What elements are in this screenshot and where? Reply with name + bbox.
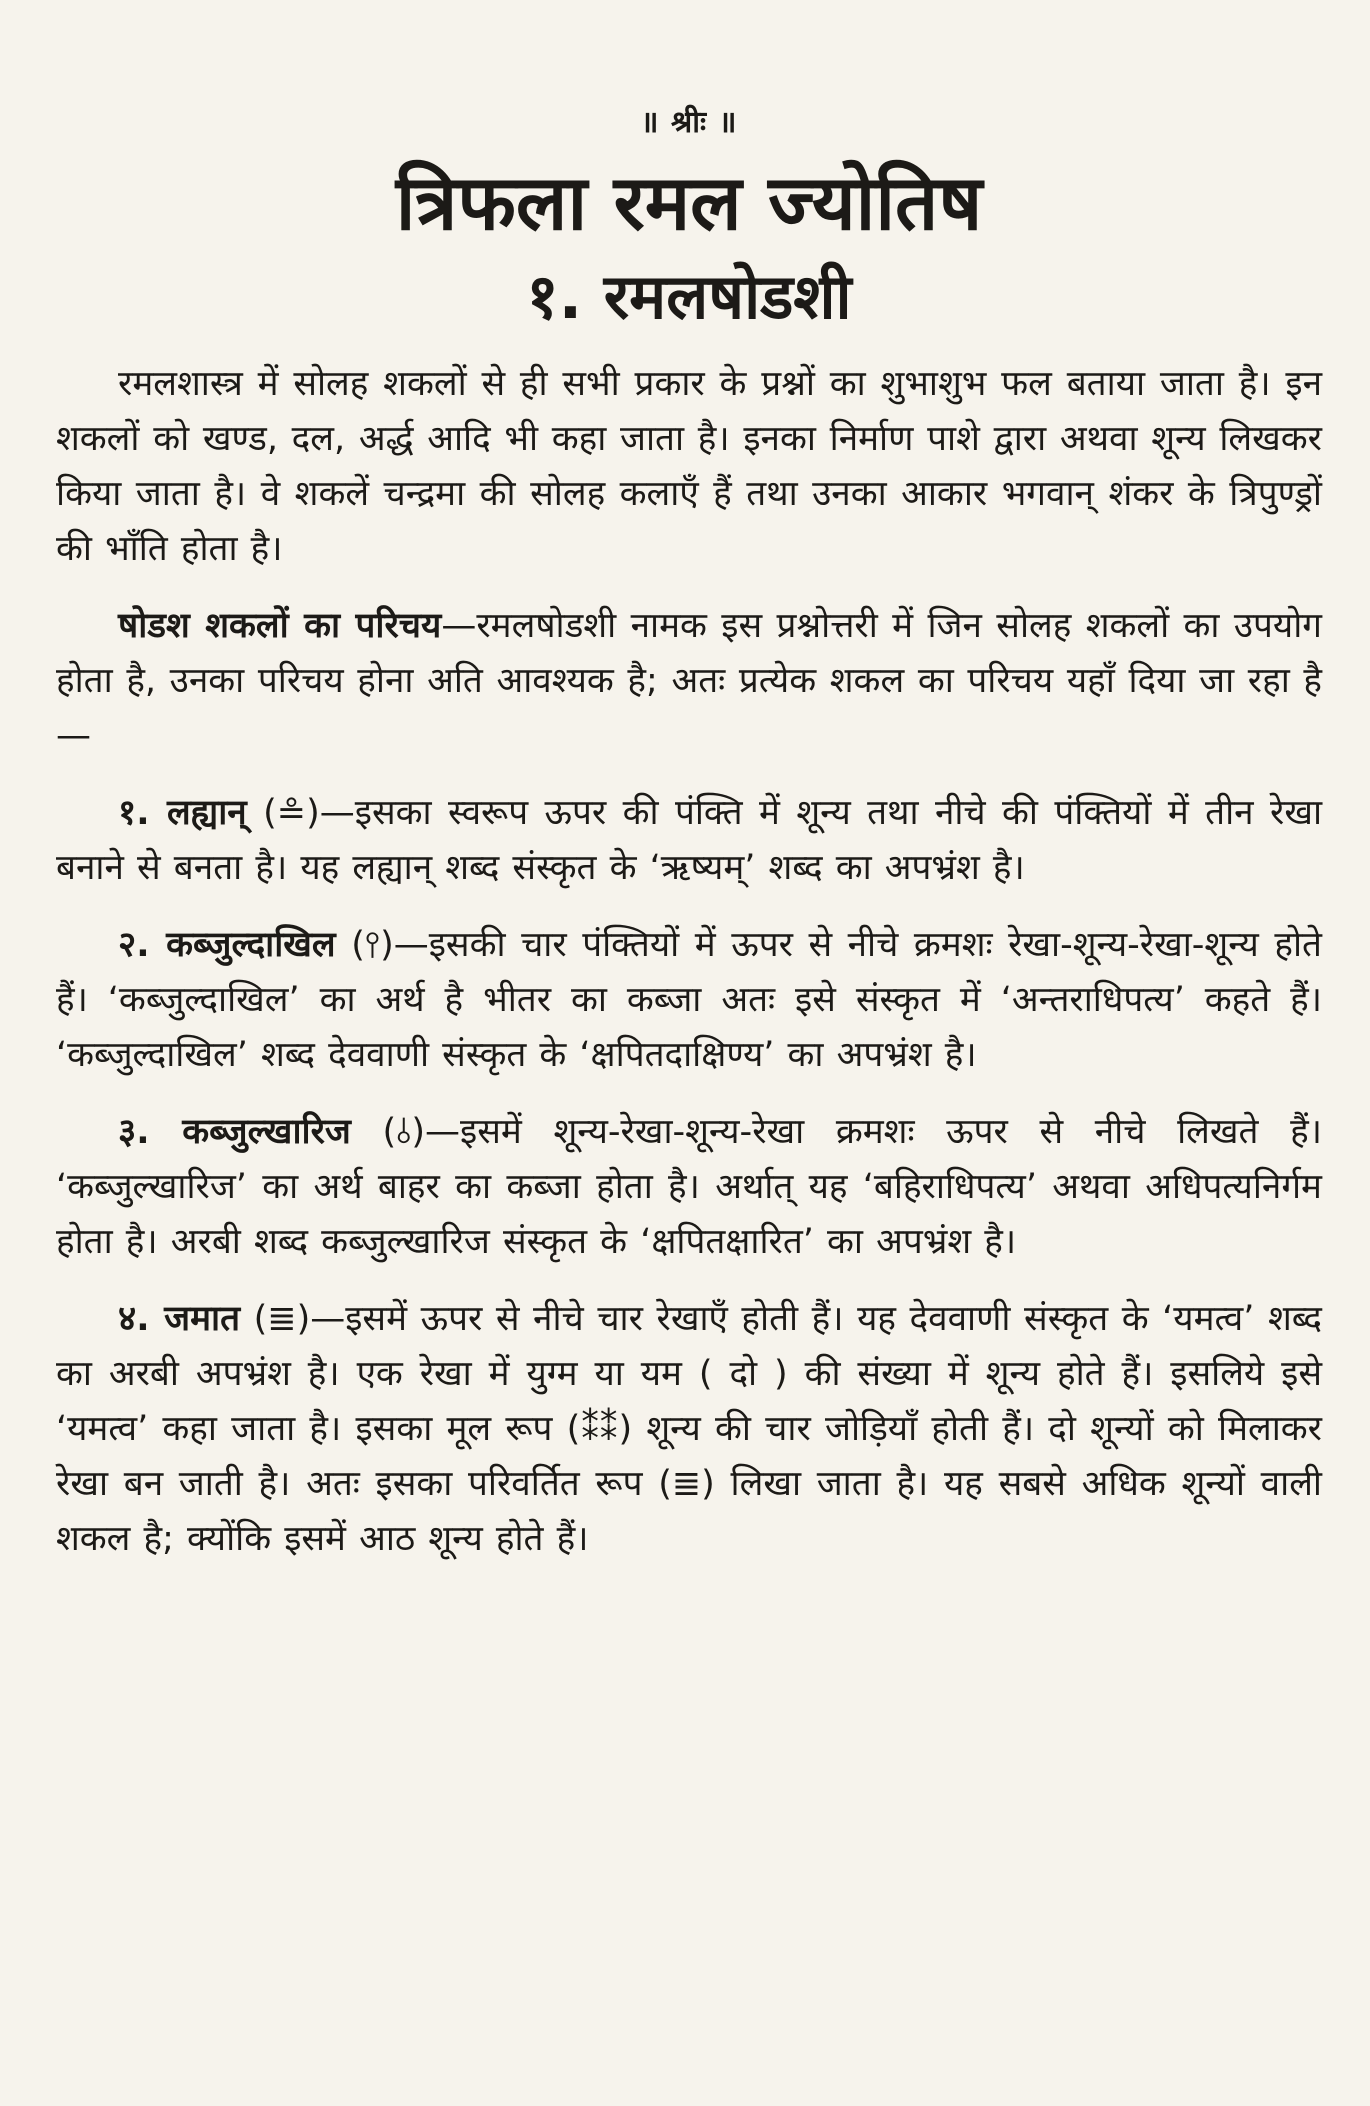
- shakal-symbol: (⫯): [335, 924, 394, 965]
- intro-paragraph: [56, 357, 1322, 577]
- shakal-heading: १. लह्यान्: [118, 792, 247, 833]
- page-title: त्रिफला रमल ज्योतिष: [395, 158, 983, 247]
- shakal-1-paragraph: [56, 786, 1322, 896]
- paragraph-text: —रमलषोडशी नामक इस प्रश्नोत्तरी में जिन सोलह शकलों का उपयोग होता है, उनका परिचय होना अति आवश्यक है; अतः प्रत्येक शकल का परिचय यहाँ दिया जा रहा है—: [56, 605, 1322, 756]
- shakal-symbol: (⫰): [350, 1111, 426, 1152]
- shakal-heading: २. कब्जुल्दाखिल: [118, 924, 336, 965]
- shakal-3-paragraph: [56, 1105, 1322, 1270]
- introduction-of-shakals-paragraph: [56, 599, 1322, 764]
- paragraph-heading: षोडश शकलों का परिचय: [118, 605, 442, 646]
- shakal-heading: ३. कब्जुल्खारिज: [118, 1111, 351, 1152]
- shakal-heading: ४. जमात: [118, 1298, 241, 1339]
- paragraph-text: —इसका स्वरूप ऊपर की पंक्ति में शून्य तथा नीचे की पंक्तियों में तीन रेखा बनाने से बनता है। यह लह्यान् शब्द संस्कृत के ‘ऋष्यम्’ शब्द का अपभ्रंश है।: [56, 792, 1323, 888]
- invocation-line: ॥ श्रीः ॥: [640, 105, 738, 140]
- shakal-symbol: (≗): [246, 792, 320, 833]
- shakal-symbol: (≣): [240, 1298, 311, 1339]
- paragraph-text: —इसमें शून्य-रेखा-शून्य-रेखा क्रमशः ऊपर से नीचे लिखते हैं। ‘कब्जुल्खारिज’ का अर्थ बाहर का कब्जा होता है। अर्थात् यह ‘बहिराधिपत्य’ अथवा अधिपत्यनिर्गम होता है। अरबी शब्द कब्जुल्खारिज संस्कृत के ‘क्षपितक्षारित’ का अपभ्रंश है।: [56, 1111, 1322, 1262]
- paragraph-text: —इसमें ऊपर से नीचे चार रेखाएँ होती हैं। यह देववाणी संस्कृत के ‘यमत्व’ शब्द का अरबी अपभ्रंश है। एक रेखा में युग्म या यम ( दो ) की संख्या में शून्य होते हैं। इसलिये इसे ‘यमत्व’ कहा जाता है। इसका मूल रूप (⁑⁑) शून्य की चार जोड़ियाँ होती हैं। दो शून्यों को मिलाकर रेखा बन जाती है। अतः इसका परिवर्तित रूप (≣) लिखा जाता है। यह सबसे अधिक शून्यों वाली शकल है; क्योंकि इसमें आठ शून्य होते हैं।: [56, 1298, 1322, 1559]
- paragraph-text: —इसकी चार पंक्तियों में ऊपर से नीचे क्रमशः रेखा-शून्य-रेखा-शून्य होते हैं। ‘कब्जुल्दाखिल’ का अर्थ है भीतर का कब्जा अतः इसे संस्कृत में ‘अन्तराधिपत्य’ कहते हैं। ‘कब्जुल्दाखिल’ शब्द देववाणी संस्कृत के ‘क्षपितदाक्षिण्य’ का अपभ्रंश है।: [56, 924, 1322, 1075]
- shakal-4-paragraph: [56, 1292, 1322, 1567]
- paragraph-text: रमलशास्त्र में सोलह शकलों से ही सभी प्रकार के प्रश्नों का शुभाशुभ फल बताया जाता है। इन शकलों को खण्ड, दल, अर्द्ध आदि भी कहा जाता है। इनका निर्माण पाशे द्वारा अथवा शून्य लिखकर किया जाता है। वे शकलें चन्द्रमा की सोलह कलाएँ हैं तथा उनका आकार भगवान् शंकर के त्रिपुण्ड्रों की भाँति होता है।: [56, 363, 1322, 569]
- chapter-title: १. रमलषोडशी: [526, 260, 852, 334]
- shakal-2-paragraph: [56, 918, 1322, 1083]
